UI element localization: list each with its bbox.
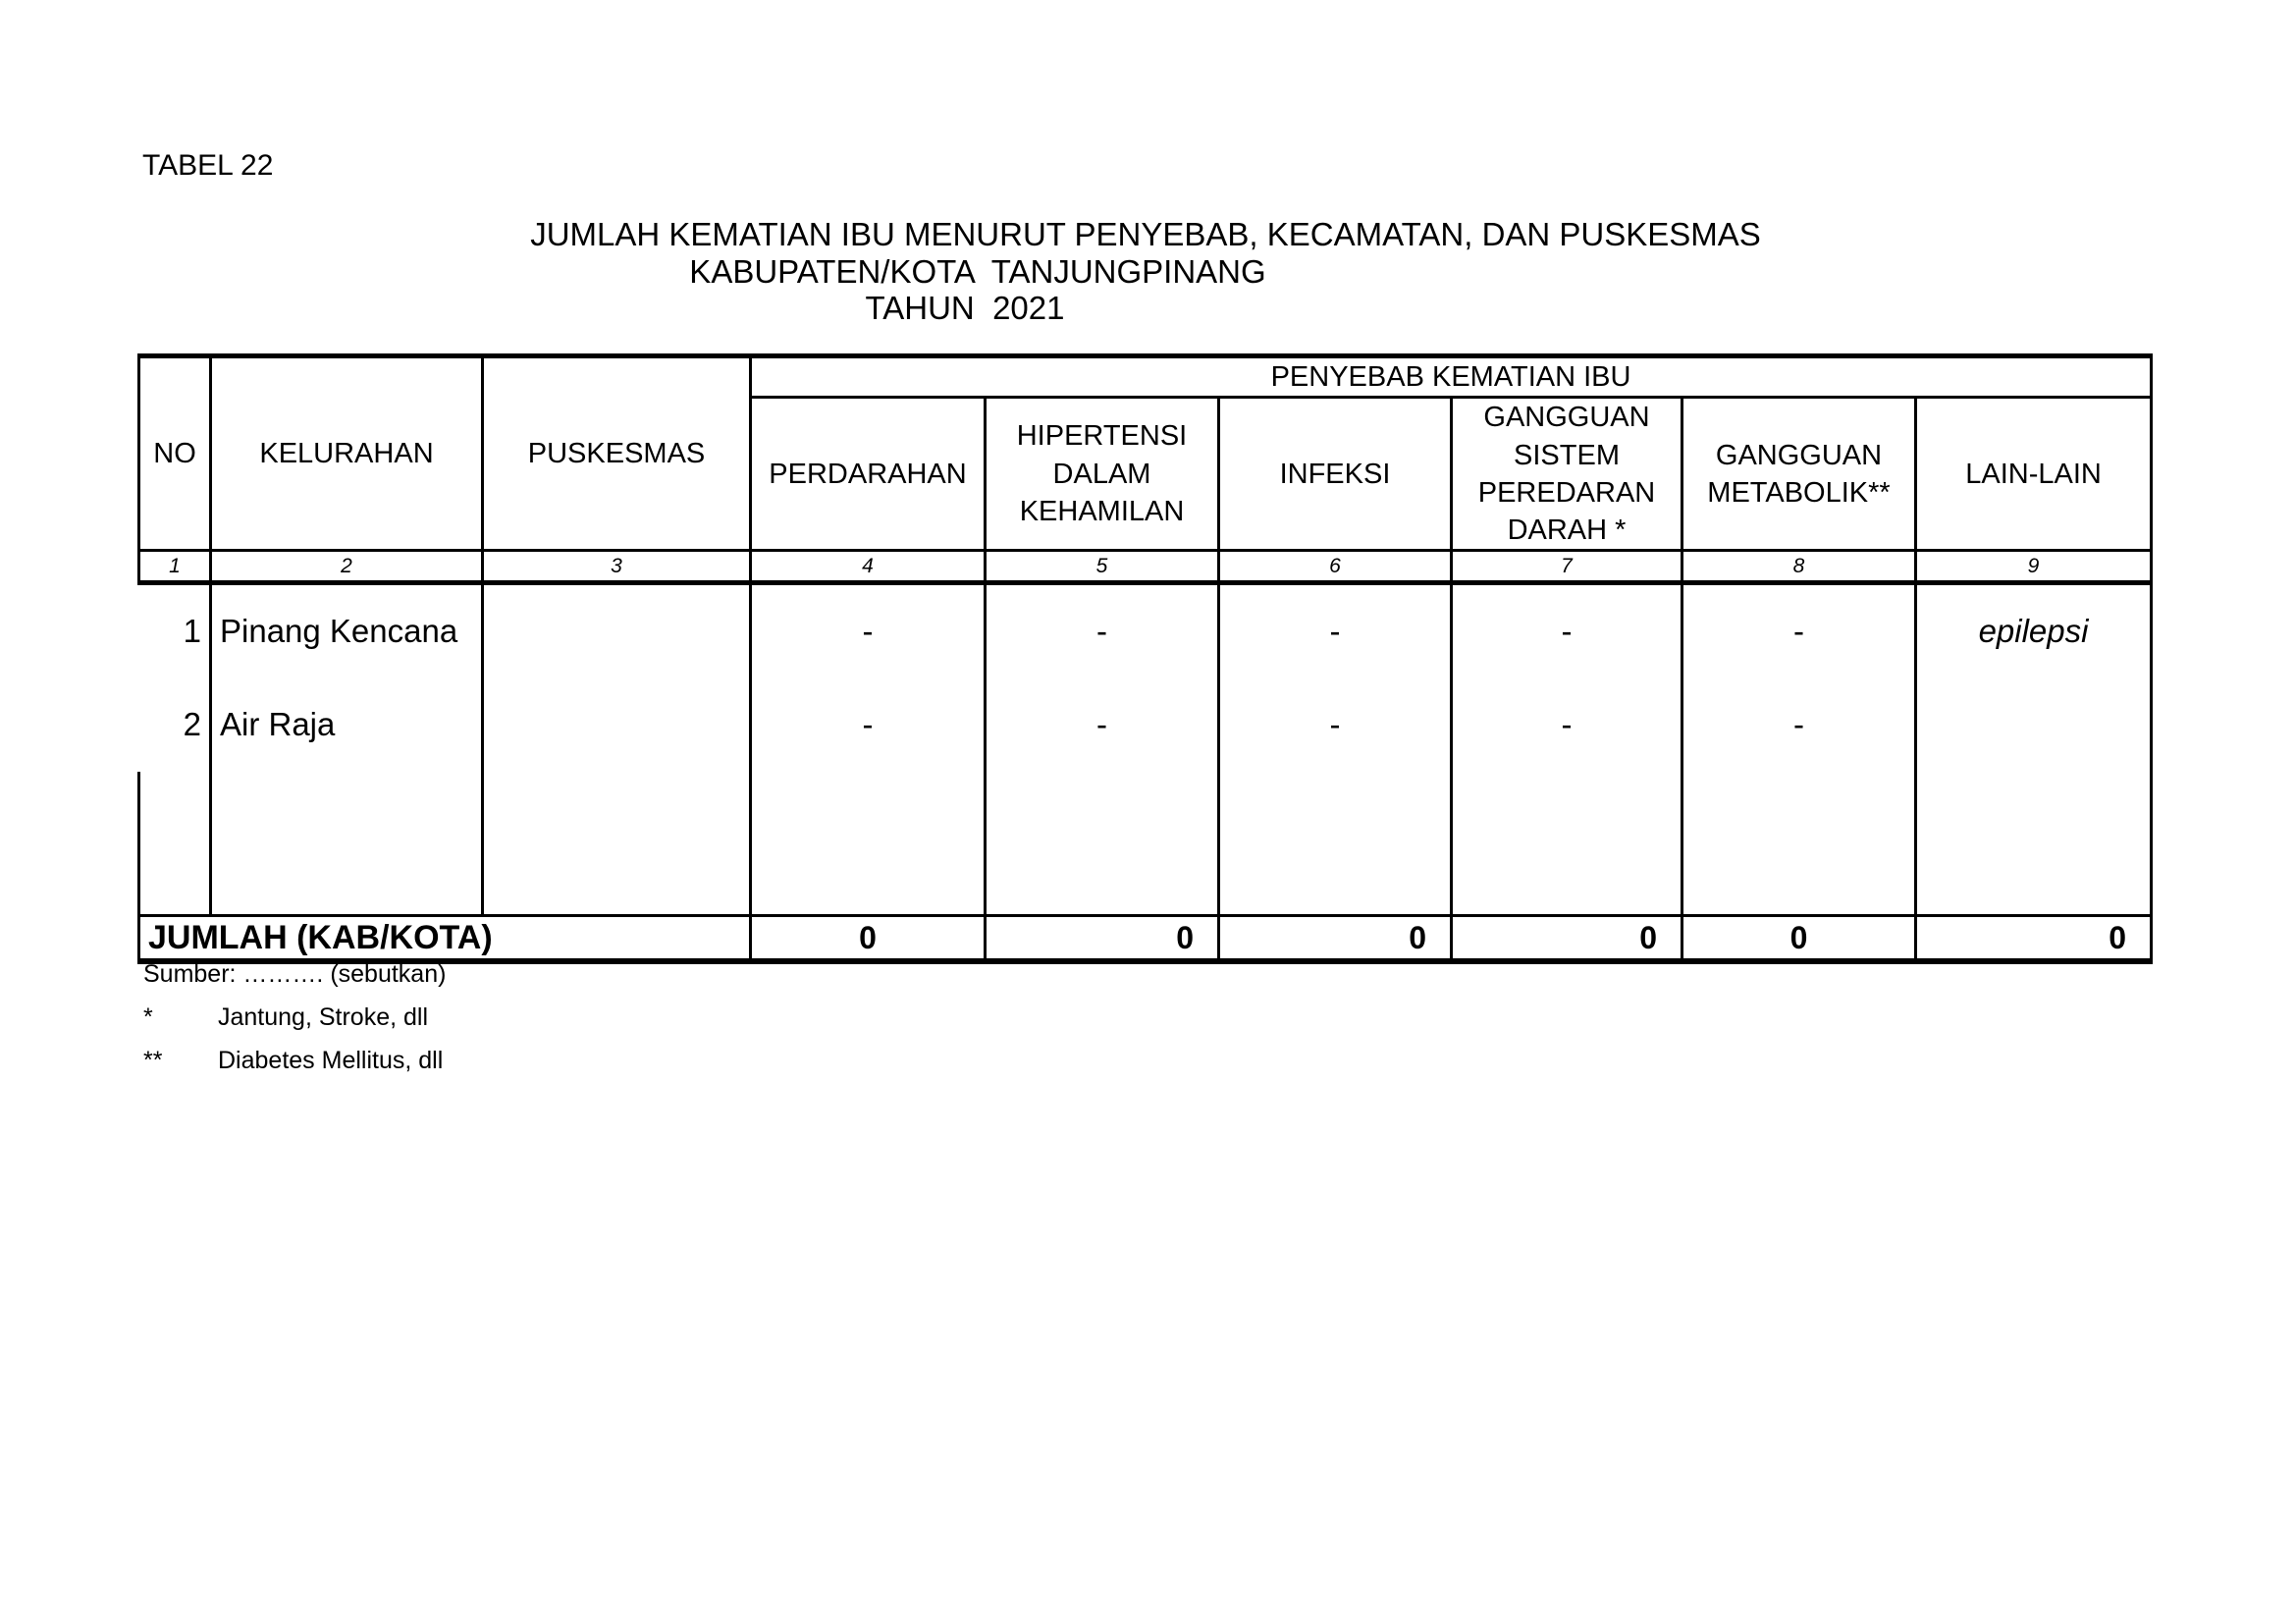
table-number-label: TABEL 22 [142, 149, 274, 182]
row-perdarahan: - [751, 677, 986, 772]
column-number-row [139, 551, 2152, 583]
footnote-text: Diabetes Mellitus, dll [218, 1047, 444, 1074]
footer-notes [143, 952, 446, 1082]
col-header-gangguan-sistem: GANGGUAN SISTEM PEREDARAN DARAH * [1452, 398, 1682, 551]
table-row [139, 677, 2152, 772]
row-kelurahan: Air Raja [211, 677, 483, 772]
empty-cell [1452, 772, 1682, 916]
col-header-perdarahan: PERDARAHAN [751, 398, 986, 551]
report-title-line2: KABUPATEN/KOTA TANJUNGPINANG [689, 253, 1266, 290]
col-number-6: 6 [1219, 551, 1452, 583]
empty-cell [986, 772, 1219, 916]
source-note: Sumber: ………. (sebutkan) [143, 960, 447, 988]
col-header-infeksi: INFEKSI [1219, 398, 1452, 551]
footnote-mark: ** [143, 1047, 163, 1074]
total-gangguan-sistem: 0 [1452, 916, 1682, 961]
row-puskesmas [483, 677, 751, 772]
col-number-7: 7 [1452, 551, 1682, 583]
report-title-line3: TAHUN 2021 [865, 290, 1065, 326]
total-gangguan-metabolik: 0 [1682, 916, 1916, 961]
col-header-kelurahan: KELURAHAN [211, 356, 483, 551]
col-number-3: 3 [483, 551, 751, 583]
footnote [143, 996, 446, 1039]
col-header-lain-lain: LAIN-LAIN [1916, 398, 2152, 551]
header-row-group [139, 356, 2152, 398]
footnote-mark: * [143, 1003, 153, 1031]
row-gangguan-metabolik: - [1682, 677, 1916, 772]
col-number-4: 4 [751, 551, 986, 583]
col-number-8: 8 [1682, 551, 1916, 583]
empty-cell [751, 772, 986, 916]
row-no: 1 [139, 583, 211, 677]
col-group-header-penyebab: PENYEBAB KEMATIAN IBU [751, 356, 2152, 398]
empty-cell [483, 772, 751, 916]
row-infeksi: - [1219, 583, 1452, 677]
total-infeksi: 0 [1219, 916, 1452, 961]
total-lain-lain: 0 [1916, 916, 2152, 961]
empty-cell [1682, 772, 1916, 916]
footnote-text: Jantung, Stroke, dll [218, 1003, 429, 1031]
col-number-1: 1 [139, 551, 211, 583]
row-lain-lain [1916, 677, 2152, 772]
row-hipertensi: - [986, 583, 1219, 677]
empty-cell [211, 772, 483, 916]
row-gangguan-sistem: - [1452, 583, 1682, 677]
col-number-5: 5 [986, 551, 1219, 583]
row-gangguan-sistem: - [1452, 677, 1682, 772]
col-header-hipertensi: HIPERTENSI DALAM KEHAMILAN [986, 398, 1219, 551]
col-number-2: 2 [211, 551, 483, 583]
table-row [139, 583, 2152, 677]
empty-cell [139, 772, 211, 916]
row-perdarahan: - [751, 583, 986, 677]
col-header-gangguan-metabolik: GANGGUAN METABOLIK** [1682, 398, 1916, 551]
row-kelurahan: Pinang Kencana [211, 583, 483, 677]
empty-cell [1219, 772, 1452, 916]
report-title-line1: JUMLAH KEMATIAN IBU MENURUT PENYEBAB, KECAMATAN, DAN PUSKESMAS [530, 216, 1761, 252]
row-no: 2 [139, 677, 211, 772]
total-perdarahan: 0 [751, 916, 986, 961]
total-label: JUMLAH (KAB/KOTA) [139, 916, 751, 961]
row-gangguan-metabolik: - [1682, 583, 1916, 677]
total-hipertensi: 0 [986, 916, 1219, 961]
row-puskesmas [483, 583, 751, 677]
footnote [143, 1039, 446, 1082]
col-header-puskesmas: PUSKESMAS [483, 356, 751, 551]
row-lain-lain: epilepsi [1916, 583, 2152, 677]
empty-filler-row [139, 772, 2152, 916]
col-header-no: NO [139, 356, 211, 551]
row-hipertensi: - [986, 677, 1219, 772]
col-number-9: 9 [1916, 551, 2152, 583]
row-infeksi: - [1219, 677, 1452, 772]
maternal-death-cause-table [137, 353, 2153, 964]
empty-cell [1916, 772, 2152, 916]
